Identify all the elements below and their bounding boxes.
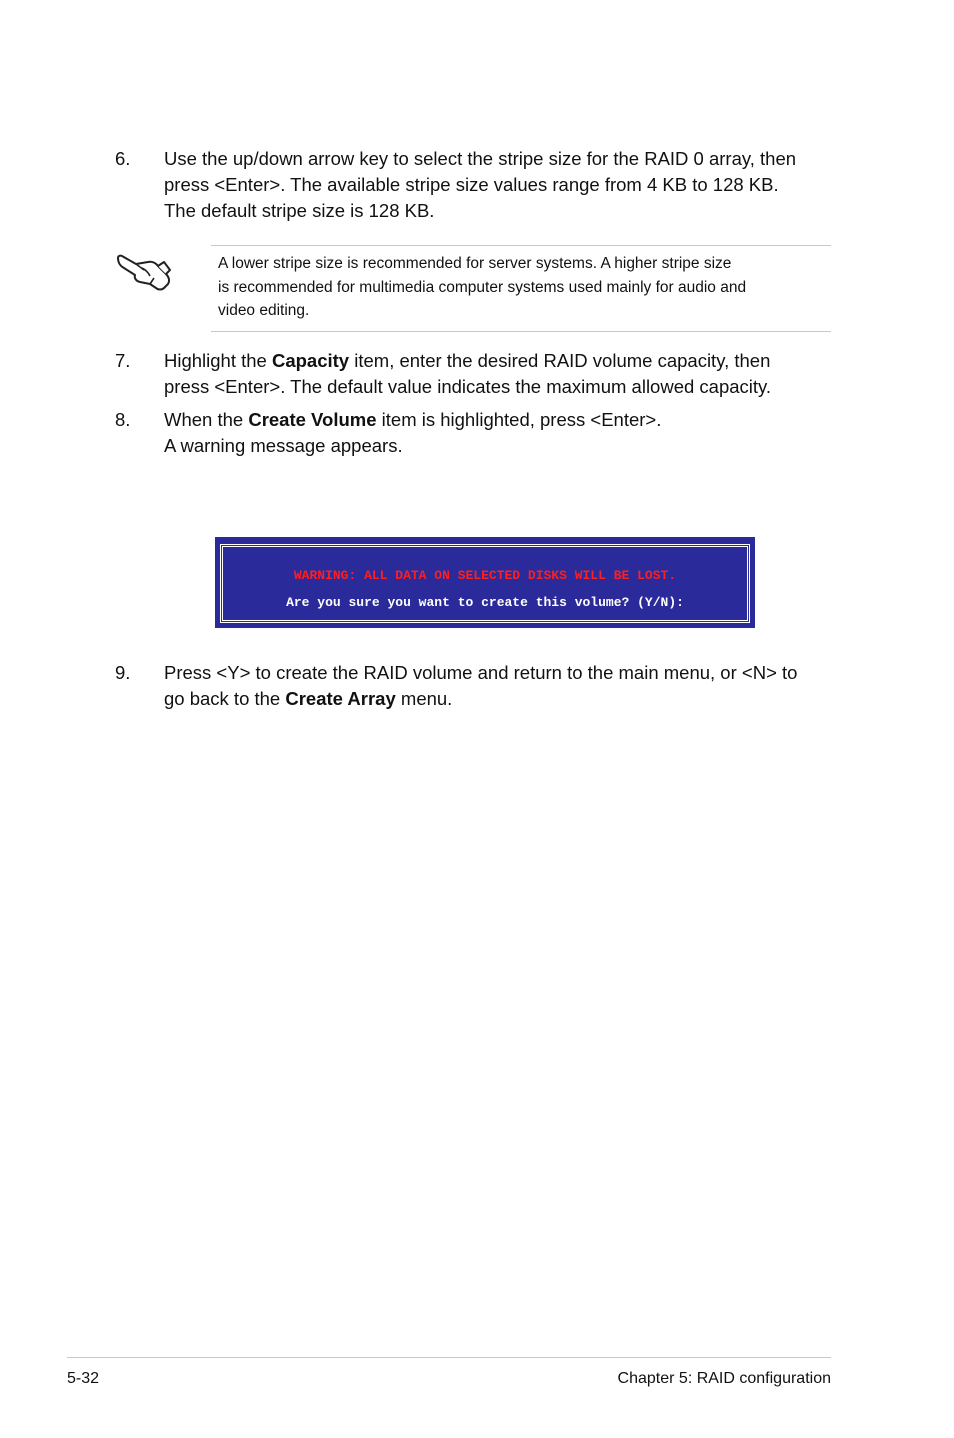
footer-divider xyxy=(67,1357,831,1358)
page-number: 5-32 xyxy=(67,1370,100,1387)
step-number: 6. xyxy=(115,148,131,169)
note-text xyxy=(218,252,828,323)
step-line: Press <Y> to create the RAID volume and return to the main menu, or <N> to xyxy=(164,662,798,683)
step-line: press <Enter>. The default value indicates the maximum allowed capacity. xyxy=(164,376,772,397)
warning-dialog xyxy=(215,537,755,628)
note-line: video editing. xyxy=(218,302,310,319)
step-line xyxy=(164,407,844,433)
note-divider-top xyxy=(211,245,831,246)
text-run: item is highlighted, press <Enter>. xyxy=(376,409,662,430)
step-number: 8. xyxy=(115,409,131,430)
confirm-prompt[interactable]: Are you sure you want to create this volume? (Y/N): xyxy=(286,595,684,610)
warning-dialog-frame xyxy=(220,544,750,623)
hand-pointing-note-icon xyxy=(114,248,174,293)
step-text xyxy=(164,348,844,400)
note-divider-bottom xyxy=(211,331,831,332)
menu-item-name: Create Array xyxy=(285,688,396,709)
step-line xyxy=(164,686,844,712)
text-run: menu. xyxy=(395,688,453,709)
chapter-title: Chapter 5: RAID configuration xyxy=(617,1370,831,1387)
menu-item-name: Create Volume xyxy=(248,409,377,430)
step-text xyxy=(164,660,844,712)
text-run: Highlight the xyxy=(164,350,272,371)
step-line xyxy=(164,348,844,374)
step-number: 7. xyxy=(115,350,131,371)
text-run: When the xyxy=(164,409,249,430)
step-line: press <Enter>. The available stripe size values range from 4 KB to 128 KB. xyxy=(164,174,779,195)
note-line: is recommended for multimedia computer systems used mainly for audio and xyxy=(218,278,747,296)
step-line: A warning message appears. xyxy=(164,435,403,456)
step-line: Use the up/down arrow key to select the stripe size for the RAID 0 array, then xyxy=(164,148,797,169)
step-number: 9. xyxy=(115,662,131,683)
text-run: go back to the xyxy=(164,688,286,709)
warning-message: WARNING: ALL DATA ON SELECTED DISKS WILL BE LOST. xyxy=(293,568,677,583)
menu-item-name: Capacity xyxy=(271,350,350,371)
text-run: item, enter the desired RAID volume capacity, then xyxy=(349,350,771,371)
step-line: The default stripe size is 128 KB. xyxy=(164,200,435,221)
step-text xyxy=(164,407,844,459)
step-text xyxy=(164,146,844,224)
note-line: A lower stripe size is recommended for server systems. A higher stripe size xyxy=(218,255,732,272)
